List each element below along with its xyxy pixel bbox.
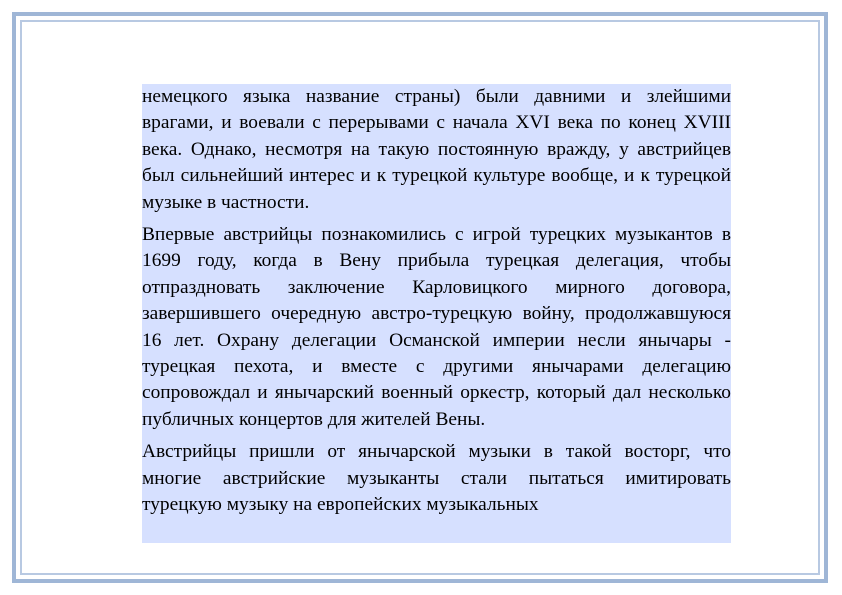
paragraph-3: Австрийцы пришли от янычарской музыки в такой восторг, что многие австрийские музыканты стали пытаться имитировать турецкую музыку на европейских музыкальных — [142, 441, 731, 516]
paragraph-1: немецкого языка название страны) были давними и злейшими врагами, и воевали с перерывами с начала XVI века по конец XVIII века. Однако, несмотря на такую постоянную вражду, у австрийцев был сильнейший интерес и к турецкой культуре вообще, и к турецкой музыке в частности. — [142, 86, 731, 213]
paragraph-2: Впервые австрийцы познакомились с игрой турецких музыкантов в 1699 году, когда в Вену прибыла турецкая делегация, чтобы отпраздновать заключение Карловицкого мирного договора, завершившего очередную австро-турецкую войну, продолжавшуюся 16 лет. Охрану делегации Османской империи несли янычары - турецкая пехота, и вместе с другими янычарами делегацию сопровождал и янычарский военный оркестр, который дал несколько публичных концертов для жителей Вены. — [142, 224, 731, 430]
text-block — [142, 84, 731, 543]
